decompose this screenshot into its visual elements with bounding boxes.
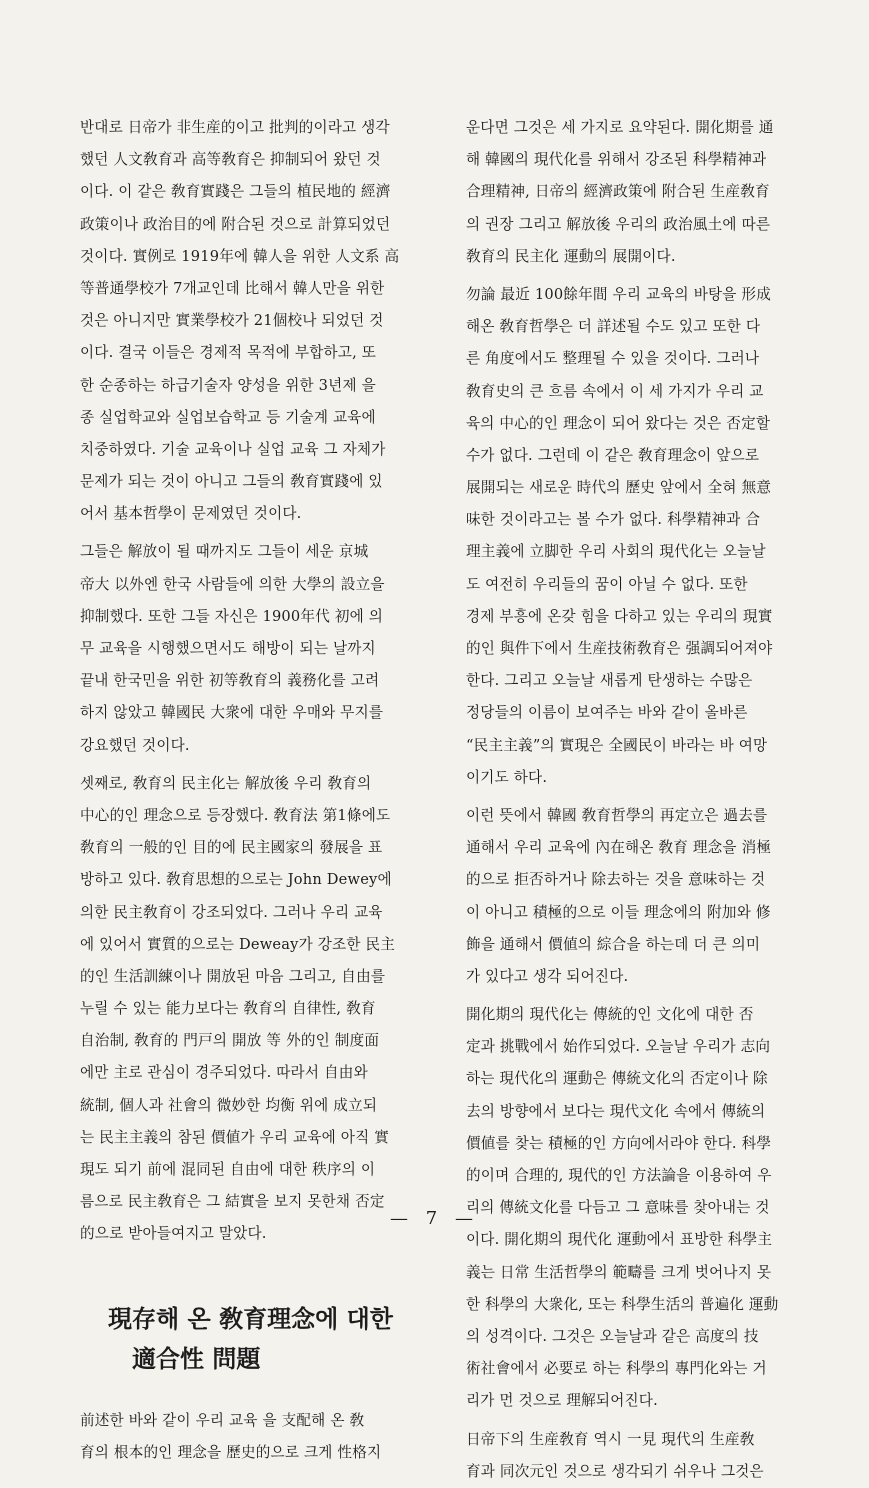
paragraph-5 bbox=[466, 1424, 826, 1488]
text-line: 는 民主主義의 참된 價値가 우리 교육에 아직 實 bbox=[80, 1128, 390, 1146]
text-line: 셋째로, 敎育의 民主化는 解放後 우리 敎育의 bbox=[80, 774, 372, 792]
text-line: 강요했던 것이다. bbox=[80, 736, 190, 754]
text-line: 것은 아니지만 實業學校가 21個校나 되었던 것 bbox=[80, 312, 384, 330]
text-line: 가 있다고 생각 되어진다. bbox=[466, 967, 629, 985]
section-heading-line-1: 現存해 온 敎育理念에 대한 bbox=[108, 1303, 393, 1333]
text-line: 끝내 한국민을 위한 初等敎育의 義務化를 고려 bbox=[80, 672, 380, 690]
text-line: 한 科學의 大衆化, 또는 科學生活의 普遍化 運動 bbox=[466, 1295, 779, 1313]
text-line: 統制, 個人과 社會의 微妙한 均衡 위에 成立되 bbox=[80, 1096, 378, 1114]
page-number: — 7 — bbox=[390, 1208, 479, 1229]
text-line: 政策이나 政治目的에 附合된 것으로 計算되었던 bbox=[80, 215, 391, 233]
section-heading-line-2: 適合性 問題 bbox=[132, 1343, 261, 1373]
text-line: 이다. 開化期의 現代化 運動에서 표방한 科學主 bbox=[466, 1231, 773, 1249]
text-line: 하지 않았고 韓國民 大衆에 대한 우매와 무지를 bbox=[80, 704, 384, 722]
text-line: 한 순종하는 하급기술자 양성을 위한 3년제 을 bbox=[80, 376, 376, 394]
text-line: 理主義에 立脚한 우리 사회의 現代化는 오늘날 bbox=[466, 543, 766, 561]
text-line: 中心的인 理念으로 등장했다. 敎育法 第1條에도 bbox=[80, 806, 391, 824]
text-line: 한다. 그리고 오늘날 새롭게 탄생하는 수많은 bbox=[466, 672, 753, 690]
text-line: 수가 없다. 그런데 이 같은 敎育理念이 앞으로 bbox=[466, 446, 760, 464]
paragraph-2 bbox=[466, 279, 826, 794]
text-line: 방하고 있다. 敎育思想的으로는 John Dewey에 bbox=[80, 871, 392, 889]
text-line: 展開되는 새로운 時代의 歷史 앞에서 全혀 無意 bbox=[466, 479, 772, 497]
paragraph-3 bbox=[80, 768, 438, 1251]
text-line: 價値를 찾는 積極的인 方向에서라야 한다. 科學 bbox=[466, 1134, 772, 1152]
text-line: 前述한 바와 같이 우리 교육 을 支配해 온 敎 bbox=[80, 1411, 365, 1429]
text-line: 的이며 合理的, 現代的인 方法論을 이용하여 우 bbox=[466, 1167, 772, 1184]
text-line: 에만 主로 관심이 경주되었다. 따라서 自由와 bbox=[80, 1064, 368, 1082]
text-line: 했던 人文敎育과 高等敎育은 抑制되어 왔던 것 bbox=[80, 151, 381, 169]
text-line: 이 아니고 積極的으로 이들 理念에의 附加와 修 bbox=[466, 903, 771, 921]
text-line: 어서 基本哲學이 문제였던 것이다. bbox=[80, 505, 302, 523]
text-line: 定과 挑戰에서 始作되었다. 오늘날 우리가 志向 bbox=[466, 1038, 771, 1056]
text-line: 飾을 通해서 價値의 綜合을 하는데 더 큰 의미 bbox=[466, 935, 761, 953]
text-line: 의 성격이다. 그것은 오늘날과 같은 高度의 技 bbox=[466, 1327, 759, 1345]
text-line: 해 韓國의 現代化를 위해서 강조된 科學精神과 bbox=[466, 151, 767, 169]
text-line: 치중하였다. 기술 교육이나 실업 교육 그 자체가 bbox=[80, 440, 386, 458]
left-column bbox=[80, 112, 438, 1469]
text-line: 의 권장 그리고 解放後 우리의 政治風土에 따른 bbox=[466, 215, 771, 233]
right-column bbox=[466, 112, 826, 1488]
text-line: 무 교육을 시행했으면서도 해방이 되는 날까지 bbox=[80, 640, 376, 657]
text-line: 育의 根本的인 理念을 歷史的으로 크게 性格지 bbox=[80, 1443, 382, 1461]
paragraph-1 bbox=[466, 112, 826, 273]
text-line: 敎育史의 큰 흐름 속에서 이 세 가지가 우리 교 bbox=[466, 382, 764, 400]
text-line: 누릴 수 있는 能力보다는 敎育의 自律性, 敎育 bbox=[80, 1000, 376, 1018]
text-line: 리의 傳統文化를 다듬고 그 意味를 찾아내는 것 bbox=[466, 1199, 770, 1217]
text-line: 운다면 그것은 세 가지로 요약된다. 開化期를 通 bbox=[466, 119, 774, 136]
text-line: 敎育의 一般的인 目的에 民主國家의 發展을 표 bbox=[80, 839, 383, 857]
text-line: 해온 敎育哲學은 더 詳述될 수도 있고 또한 다 bbox=[466, 318, 761, 336]
text-line: 그들은 解放이 될 때까지도 그들이 세운 京城 bbox=[80, 543, 369, 561]
text-line: 的으로 拒否하거나 除去하는 것을 意味하는 것 bbox=[466, 871, 766, 889]
text-line: “民主主義”의 實現은 全國民이 바라는 바 여망 bbox=[466, 736, 768, 754]
text-line: 리가 먼 것으로 理解되어진다. bbox=[466, 1392, 658, 1410]
text-line: 하는 現代化의 運動은 傳統文化의 否定이나 除 bbox=[466, 1070, 768, 1088]
text-line: 自治制, 敎育的 門戸의 開放 等 外的인 制度面 bbox=[80, 1032, 380, 1050]
text-line: 문제가 되는 것이 아니고 그들의 敎育實踐에 있 bbox=[80, 473, 383, 491]
text-line: 現도 되기 前에 混同된 自由에 대한 秩序의 이 bbox=[80, 1161, 376, 1178]
text-line: 반대로 日帝가 非生産的이고 批判的이라고 생각 bbox=[80, 119, 390, 136]
text-line: 的인 生活訓練이나 開放된 마음 그리고, 自由를 bbox=[80, 967, 386, 985]
text-line: 이기도 하다. bbox=[466, 768, 548, 786]
text-line: 도 여전히 우리들의 꿈이 아닐 수 없다. 또한 bbox=[466, 575, 748, 593]
text-line: 日帝下의 生産敎育 역시 一見 現代의 生産敎 bbox=[466, 1430, 755, 1448]
text-line: 義는 日常 生活哲學의 範疇를 크게 벗어나지 못 bbox=[466, 1263, 772, 1281]
text-line: 合理精神, 日帝의 經濟政策에 附合된 生産敎育 bbox=[466, 183, 770, 201]
text-line: 等普通學校가 7개교인데 比해서 韓人만을 위한 bbox=[80, 279, 385, 297]
closing-paragraph bbox=[80, 1405, 438, 1469]
text-line: 것이다. 實例로 1919年에 韓人을 위한 人文系 高 bbox=[80, 247, 400, 265]
text-line: 정당들의 이름이 보여주는 바와 같이 올바른 bbox=[466, 704, 748, 722]
text-line: 術社會에서 必要로 하는 科學의 專門化와는 거 bbox=[466, 1360, 767, 1378]
text-line: 름으로 民主敎育은 그 結實을 보지 못한채 否定 bbox=[80, 1193, 385, 1211]
text-line: 帝大 以外엔 한국 사람들에 의한 大學의 設立을 bbox=[80, 575, 385, 593]
text-line: 的으로 받아들여지고 말았다. bbox=[80, 1225, 267, 1243]
text-line: 이다. 결국 이들은 경제적 목적에 부합하고, 또 bbox=[80, 344, 377, 362]
text-line: 去의 방향에서 보다는 現代文化 속에서 傳統의 bbox=[466, 1102, 766, 1120]
paragraph-1 bbox=[80, 112, 438, 530]
text-line: 的인 與件下에서 生産技術敎育은 强調되어져야 bbox=[466, 640, 773, 657]
text-line: 른 角度에서도 整理될 수 있을 것이다. 그러나 bbox=[466, 350, 760, 368]
text-line: 육의 中心的인 理念이 되어 왔다는 것은 否定할 bbox=[466, 414, 771, 432]
text-line: 종 실업학교와 실업보습학교 등 기술계 교육에 bbox=[80, 408, 376, 426]
text-line: 味한 것이라고는 볼 수가 없다. 科學精神과 合 bbox=[466, 511, 761, 529]
text-line: 育과 同次元인 것으로 생각되기 쉬우나 그것은 bbox=[466, 1462, 764, 1480]
paragraph-3 bbox=[466, 800, 826, 993]
paragraph-2 bbox=[80, 536, 438, 761]
text-line: 의한 民主敎育이 강조되었다. 그러나 우리 교육 bbox=[80, 903, 383, 921]
text-line: 抑制했다. 또한 그들 자신은 1900年代 初에 의 bbox=[80, 607, 384, 625]
text-line: 敎育의 民主化 運動의 展開이다. bbox=[466, 247, 676, 265]
text-line: 勿論 最近 100餘年間 우리 교육의 바탕을 形成 bbox=[466, 285, 772, 303]
text-line: 通해서 우리 교육에 內在해온 敎育 理念을 消極 bbox=[466, 839, 772, 857]
text-line: 이다. 이 같은 敎育實踐은 그들의 植民地的 經濟 bbox=[80, 183, 391, 201]
text-line: 경제 부흥에 온갖 힘을 다하고 있는 우리의 現實 bbox=[466, 607, 773, 625]
text-line: 開化期의 現代化는 傳統的인 文化에 대한 否 bbox=[466, 1006, 754, 1024]
text-line: 에 있어서 實質的으로는 Deweay가 강조한 民主 bbox=[80, 935, 396, 953]
text-line: 이런 뜻에서 韓國 敎育哲學의 再定立은 過去를 bbox=[466, 806, 768, 824]
